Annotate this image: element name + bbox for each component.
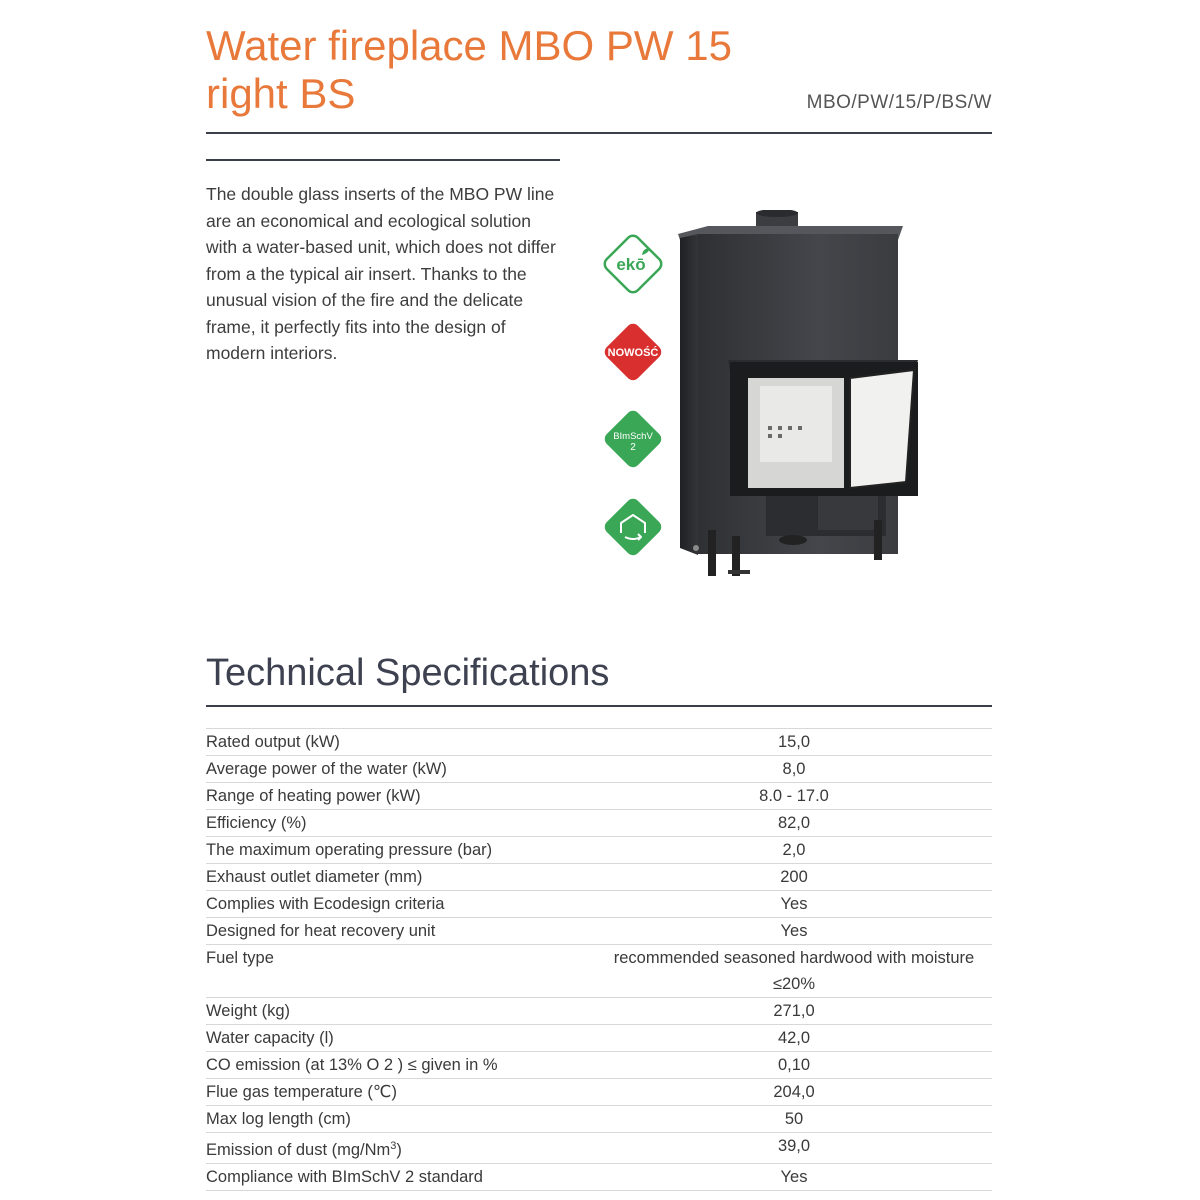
- spec-value: 39,0: [777, 1137, 811, 1155]
- product-title: Water fireplace MBO PW 15 right BS: [206, 22, 732, 117]
- table-row: [206, 918, 992, 945]
- table-row: [206, 1079, 992, 1106]
- nowosc-label: NOWOŚĆ: [607, 347, 659, 359]
- spec-value: recommended seasoned hardwood with moisture ≤20%: [613, 949, 975, 993]
- table-row: [206, 1052, 992, 1079]
- spec-value: 82,0: [777, 814, 811, 832]
- spec-label: Efficiency (%): [206, 814, 307, 832]
- spec-label: Fuel type: [206, 949, 274, 967]
- spec-label: Emission of dust (mg/Nm: [206, 1141, 391, 1159]
- table-row: [206, 1025, 992, 1052]
- spec-label: Range of heating power (kW): [206, 787, 421, 805]
- table-row: [206, 864, 992, 891]
- table-row: [206, 783, 992, 810]
- spec-value: 204,0: [773, 1083, 815, 1101]
- spec-value: 8.0 - 17.0: [759, 787, 829, 805]
- table-row: [206, 945, 992, 998]
- spec-value: 200: [780, 868, 808, 886]
- spec-label: The maximum operating pressure (bar): [206, 841, 493, 859]
- spec-label: Flue gas temperature (℃): [206, 1083, 397, 1101]
- spec-value: Yes: [780, 895, 808, 913]
- table-row: [206, 1164, 992, 1191]
- spec-label: Weight (kg): [206, 1002, 291, 1020]
- specs-table: [206, 728, 992, 1191]
- spec-label: Water capacity (l): [206, 1029, 334, 1047]
- table-row: [206, 891, 992, 918]
- description-divider: [206, 159, 560, 161]
- spec-value: 8,0: [782, 760, 806, 778]
- spec-label-suffix: ): [396, 1141, 402, 1159]
- recycle-badge: [597, 491, 669, 563]
- spec-label: Exhaust outlet diameter (mm): [206, 868, 423, 886]
- spec-value: 50: [784, 1110, 804, 1128]
- spec-label: Average power of the water (kW): [206, 760, 447, 778]
- specs-divider: [206, 705, 992, 707]
- nowosc-badge: [597, 316, 669, 388]
- table-row: [206, 756, 992, 783]
- blmschv-number: 2: [630, 442, 636, 453]
- fireplace-image: [668, 210, 918, 580]
- spec-label: Max log length (cm): [206, 1110, 351, 1128]
- spec-value: 271,0: [773, 1002, 815, 1020]
- eko-badge: [597, 228, 669, 300]
- table-row: [206, 998, 992, 1025]
- spec-label: Rated output (kW): [206, 733, 340, 751]
- spec-value: Yes: [780, 1168, 808, 1186]
- blmschv-badge: [597, 403, 669, 475]
- spec-value: 0,10: [777, 1056, 811, 1074]
- eko-label: ekō: [616, 255, 646, 274]
- spec-label: CO emission (at 13% O 2 ) ≤ given in %: [206, 1056, 498, 1074]
- specs-title: Technical Specifications: [206, 652, 610, 694]
- product-description: The double glass inserts of the MBO PW line are an economical and ecological solution with a water-based unit, which does not differ from a the typical air insert. Thanks to the unusual vision of the fire and the delicate frame, it perfectly fits into the design of modern interiors.: [206, 184, 556, 363]
- table-row: [206, 837, 992, 864]
- spec-value: 2,0: [782, 841, 806, 859]
- spec-label-superscript: 3: [390, 1140, 397, 1152]
- blmschv-label: BImSchV: [613, 431, 653, 442]
- table-row: [206, 810, 992, 837]
- table-row: [206, 1106, 992, 1133]
- spec-value: 42,0: [777, 1029, 811, 1047]
- spec-label-group: [206, 1133, 596, 1163]
- product-code: MBO/PW/15/P/BS/W: [806, 92, 992, 113]
- spec-label: Designed for heat recovery unit: [206, 922, 436, 940]
- spec-label: Compliance with BImSchV 2 standard: [206, 1168, 483, 1186]
- spec-label: Complies with Ecodesign criteria: [206, 895, 445, 913]
- spec-value: Yes: [780, 922, 808, 940]
- title-divider: [206, 132, 992, 134]
- spec-value: 15,0: [777, 733, 811, 751]
- table-row: [206, 1133, 992, 1164]
- table-row: [206, 729, 992, 756]
